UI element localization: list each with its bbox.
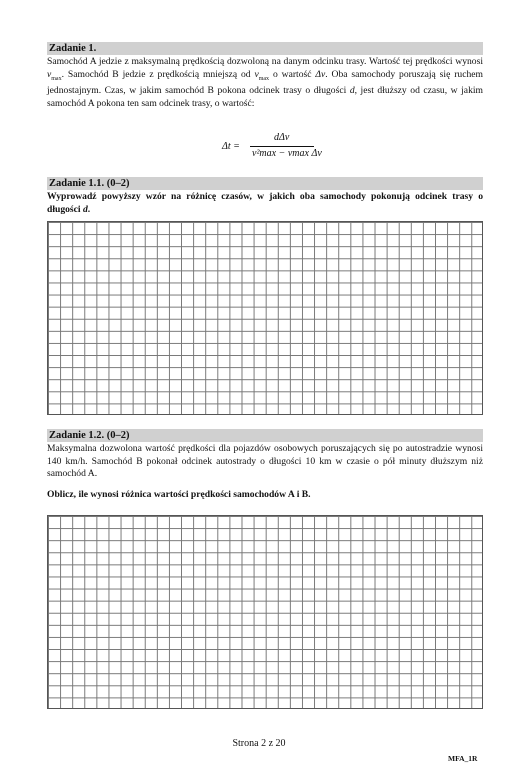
task1-text-c: o wartość <box>269 68 316 80</box>
task1-text-b: . Samochód B jedzie z prędkością mniejszą od <box>61 68 255 80</box>
task1-1-instruction <box>47 191 483 216</box>
formula-numerator: dΔv <box>274 132 290 143</box>
task1-1-distance-symbol: d <box>83 203 88 215</box>
task1-1-header <box>47 177 483 190</box>
formula-lhs: Δt = <box>222 141 240 152</box>
task1-1-title: Zadanie 1.1. (0–2) <box>49 178 130 189</box>
task1-2-text: Maksymalna dozwolona wartość prędkości dla pojazdów osobowych poruszających się po autostradzie wynosi 140 km/h. Samochód B pokonał odcinek autostrady o długości 10 km w czasie o pół minuty dłuższym niż samochód A. <box>47 443 483 480</box>
answer-grid-task1-1[interactable] <box>47 221 483 415</box>
task1-description <box>47 56 483 111</box>
task1-1-instruction-end: . <box>87 203 91 215</box>
vmax-subscript-2: max <box>258 75 270 82</box>
task1-2-header <box>47 429 483 442</box>
fraction-bar <box>250 146 314 147</box>
vmax-symbol: v <box>47 68 52 80</box>
task1-text-a: Samochód A jedzie z maksymalną prędkością dozwoloną na danym odcinku trasy. Wartość tej prędkości wynosi <box>47 56 483 67</box>
answer-grid-task1-2[interactable] <box>47 515 483 709</box>
vmax-symbol-2: v <box>254 68 259 80</box>
delta-v-symbol: Δv <box>315 68 326 80</box>
formula-denominator: v²max − vmax Δv <box>252 148 322 159</box>
exam-code: MFA_1R <box>448 754 478 763</box>
task1-text-e: , jest dłuższy od czasu, w jakim samochód A pokona ten sam odcinek trasy, o wartość: <box>47 85 483 110</box>
page-number: Strona 2 z 20 <box>232 738 286 749</box>
task1-text-d: . Oba samochody poruszają się ruchem jednostajnym. Czas, w jakim samochód B pokona odcinek trasy o długości <box>47 68 483 97</box>
task1-title: Zadanie 1. <box>49 43 97 54</box>
task1-1-instruction-text: Wyprowadź powyższy wzór na różnicę czasów, w jakich oba samochody pokonują odcinek trasy o długości <box>47 191 483 215</box>
task1-2-instruction: Oblicz, ile wynosi różnica wartości prędkości samochodów A i B. <box>47 489 311 500</box>
task1-2-title: Zadanie 1.2. (0–2) <box>49 430 130 441</box>
distance-symbol: d <box>349 85 355 97</box>
vmax-subscript: max <box>51 75 62 82</box>
task1-header <box>47 42 483 55</box>
delta-t-formula <box>222 132 322 166</box>
